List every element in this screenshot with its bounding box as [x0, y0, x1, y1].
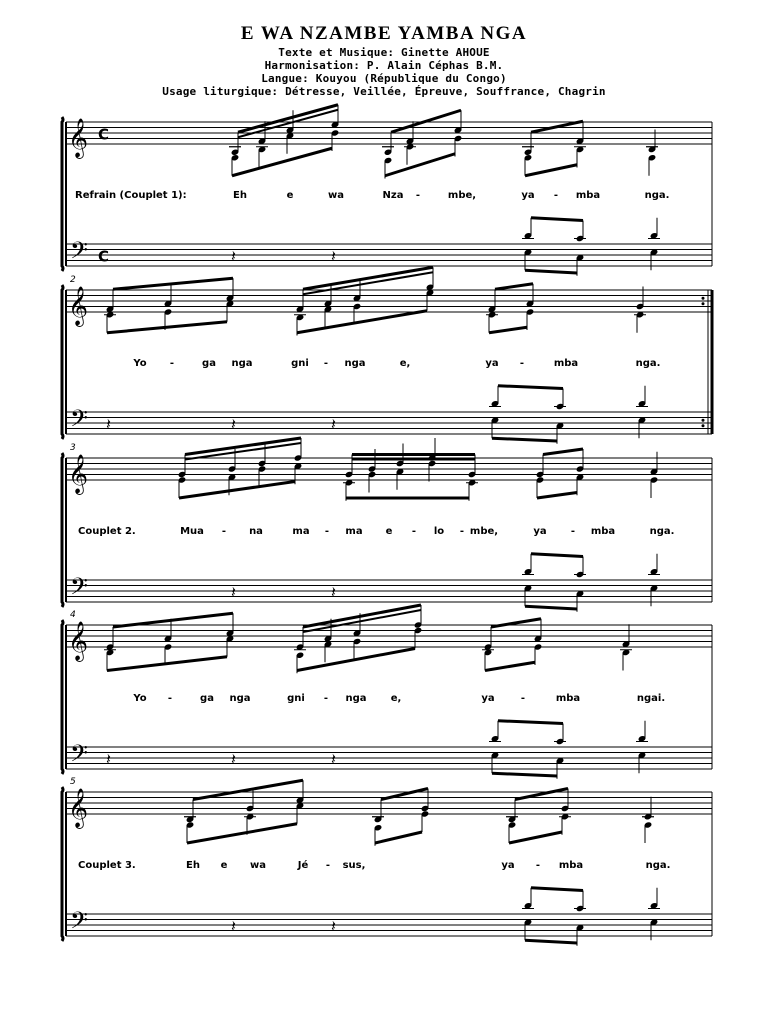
- lyric-syllable: ga: [200, 693, 214, 704]
- lyric-syllable: nga.: [644, 190, 670, 201]
- lyric-syllable: gni: [291, 358, 309, 369]
- lyric-syllable: lo: [433, 526, 445, 537]
- beam-upper: [498, 721, 563, 724]
- lyric-syllable: e: [286, 190, 294, 201]
- lyric-syllable: -: [324, 526, 330, 537]
- repeat-dot: [702, 419, 705, 422]
- lyric-syllable: -: [323, 358, 329, 369]
- treble-clef-icon: 𝄞: [68, 454, 89, 494]
- beam-upper: [238, 105, 338, 133]
- lyric-syllable: -: [221, 526, 227, 537]
- beam-lower: [525, 940, 577, 943]
- bass-clef-icon: 𝄢: [70, 906, 89, 940]
- treble-clef-icon: 𝄞: [68, 286, 89, 326]
- credit-language: Langue: Kouyou (République du Congo): [261, 72, 507, 85]
- quarter-rest-icon: 𝄽: [231, 414, 236, 434]
- bass-clef-icon: 𝄢: [70, 572, 89, 606]
- system-number: 4: [70, 610, 76, 620]
- lyric-syllable: ya: [501, 860, 515, 871]
- system-bracket: [62, 285, 63, 439]
- beam-lower: [107, 322, 227, 333]
- lyric-syllable: mba: [558, 860, 584, 871]
- lyric-syllable: mba: [555, 693, 581, 704]
- lyric-syllable: mbe,: [469, 526, 499, 537]
- lyric-syllable: Nza: [382, 190, 404, 201]
- lyric-syllable: nga: [345, 693, 367, 704]
- lyric-syllable: ya: [485, 358, 499, 369]
- lyric-syllable: mba: [553, 358, 579, 369]
- beam-lower: [107, 657, 227, 671]
- beam-upper-secondary: [303, 610, 421, 632]
- repeat-dot: [702, 424, 705, 427]
- couplet-label: Couplet 2.: [78, 526, 136, 537]
- quarter-rest-icon: 𝄽: [106, 749, 111, 769]
- lyric-syllable: ya: [481, 693, 495, 704]
- beam-lower: [297, 649, 415, 671]
- quarter-rest-icon: 𝄽: [231, 916, 236, 936]
- lyric-syllable: nga: [344, 358, 366, 369]
- beam-lower: [232, 148, 332, 176]
- beam-upper: [303, 605, 421, 627]
- lyric-syllable: -: [169, 358, 175, 369]
- quarter-rest-icon: 𝄽: [331, 246, 336, 266]
- lyric-syllable: -: [323, 693, 329, 704]
- system-bracket: [62, 787, 63, 941]
- lyric-syllable: gni: [287, 693, 305, 704]
- beam-upper: [495, 284, 533, 290]
- lyric-syllable: e: [385, 526, 393, 537]
- score-system-1: [62, 105, 712, 276]
- system-number: 3: [70, 443, 76, 453]
- lyric-syllable: mba: [590, 526, 616, 537]
- quarter-rest-icon: 𝄽: [106, 414, 111, 434]
- lyric-syllable: -: [325, 860, 331, 871]
- lyric-syllable: Yo: [133, 693, 147, 704]
- beam-lower: [525, 165, 577, 176]
- beam-upper: [391, 110, 461, 132]
- score-system-5: [62, 777, 712, 946]
- system-number: 5: [70, 777, 76, 787]
- lyric-syllable: ya: [533, 526, 547, 537]
- lyric-syllable: -: [459, 526, 465, 537]
- lyric-syllable: ma: [292, 526, 310, 537]
- beam-lower: [485, 662, 535, 670]
- lyric-syllable: Yo: [133, 358, 147, 369]
- treble-clef-icon: 𝄞: [68, 788, 89, 828]
- beam-lower: [375, 832, 422, 843]
- quarter-rest-icon: 𝄽: [231, 749, 236, 769]
- beam-lower: [525, 606, 577, 609]
- lyric-syllable: e: [220, 860, 228, 871]
- couplet-label: Refrain (Couplet 1):: [75, 190, 187, 201]
- bass-clef-icon: 𝄢: [70, 739, 89, 773]
- beam-upper: [113, 278, 233, 289]
- lyric-syllable: -: [553, 190, 559, 201]
- beam-upper: [531, 218, 583, 221]
- bass-clef-icon: 𝄢: [70, 236, 89, 270]
- lyric-syllable: nga.: [649, 526, 675, 537]
- lyric-syllable: -: [520, 693, 526, 704]
- beam-upper: [498, 386, 563, 389]
- score-system-2: [62, 267, 712, 444]
- lyric-syllable: nga: [229, 693, 251, 704]
- lyric-syllable: nga: [231, 358, 253, 369]
- beam-lower: [489, 327, 527, 333]
- treble-clef-icon: 𝄞: [68, 118, 89, 158]
- beam-upper: [531, 121, 583, 132]
- quarter-rest-icon: 𝄽: [331, 916, 336, 936]
- lyric-syllable: na: [249, 526, 263, 537]
- quarter-rest-icon: 𝄽: [231, 246, 236, 266]
- lyric-syllable: sus,: [342, 860, 366, 871]
- beam-upper-secondary: [303, 272, 433, 294]
- beam-upper: [531, 554, 583, 557]
- lyric-syllable: Jé: [297, 860, 309, 871]
- credit-text-music: Texte et Musique: Ginette AHOUE: [278, 46, 490, 59]
- score-system-3: [62, 438, 712, 612]
- beam-upper: [303, 267, 433, 289]
- couplet-label: Couplet 3.: [78, 860, 136, 871]
- lyric-syllable: -: [415, 190, 421, 201]
- beam-lower: [492, 438, 557, 441]
- beam-lower: [385, 154, 455, 176]
- lyric-syllable: Eh: [186, 860, 200, 871]
- system-bracket: [62, 620, 63, 774]
- time-signature: C: [98, 247, 110, 266]
- beam-upper: [543, 449, 583, 455]
- lyric-syllable: ga: [202, 358, 216, 369]
- beam-upper: [193, 780, 303, 799]
- lyric-syllable: -: [570, 526, 576, 537]
- quarter-rest-icon: 𝄽: [331, 414, 336, 434]
- quarter-rest-icon: 𝄽: [331, 582, 336, 602]
- bass-clef-icon: 𝄢: [70, 404, 89, 438]
- lyric-syllable: mbe,: [447, 190, 477, 201]
- credit-harmonisation: Harmonisation: P. Alain Céphas B.M.: [264, 59, 504, 72]
- beam-upper: [491, 619, 541, 627]
- beam-upper: [531, 888, 583, 891]
- lyric-syllable: ngai.: [636, 693, 666, 704]
- lyric-syllable: ma: [345, 526, 363, 537]
- beam-lower: [297, 311, 427, 333]
- beam-lower: [537, 493, 577, 499]
- repeat-dot: [702, 297, 705, 300]
- lyric-syllable: -: [519, 358, 525, 369]
- lyric-syllable: wa: [328, 190, 344, 201]
- treble-clef-icon: 𝄞: [68, 621, 89, 661]
- system-number: 2: [70, 275, 76, 285]
- song-title: E WA NZAMBE YAMBA NGA: [240, 23, 528, 44]
- beam-lower: [492, 773, 557, 776]
- lyric-syllable: mba: [575, 190, 601, 201]
- quarter-rest-icon: 𝄽: [231, 582, 236, 602]
- lyric-syllable: -: [167, 693, 173, 704]
- lyric-syllable: e,: [390, 693, 402, 704]
- score-system-4: [62, 605, 712, 779]
- lyric-syllable: -: [535, 860, 541, 871]
- lyric-syllable: wa: [250, 860, 266, 871]
- credit-liturgical-use: Usage liturgique: Détresse, Veillée, Épreuve, Souffrance, Chagrin: [162, 85, 606, 98]
- lyric-syllable: ya: [521, 190, 535, 201]
- lyric-syllable: e,: [399, 358, 411, 369]
- lyric-syllable: -: [411, 526, 417, 537]
- lyric-syllable: nga.: [645, 860, 671, 871]
- quarter-rest-icon: 𝄽: [331, 749, 336, 769]
- beam-lower: [179, 482, 295, 499]
- beam-lower: [525, 270, 577, 273]
- repeat-dot: [702, 302, 705, 305]
- lyric-syllable: nga.: [635, 358, 661, 369]
- lyric-syllable: Eh: [233, 190, 247, 201]
- lyric-syllable: Mua: [180, 526, 204, 537]
- beam-lower: [509, 832, 562, 843]
- system-bracket: [62, 453, 63, 607]
- time-signature: C: [98, 125, 110, 144]
- beam-lower: [187, 824, 297, 843]
- system-bracket: [62, 117, 63, 271]
